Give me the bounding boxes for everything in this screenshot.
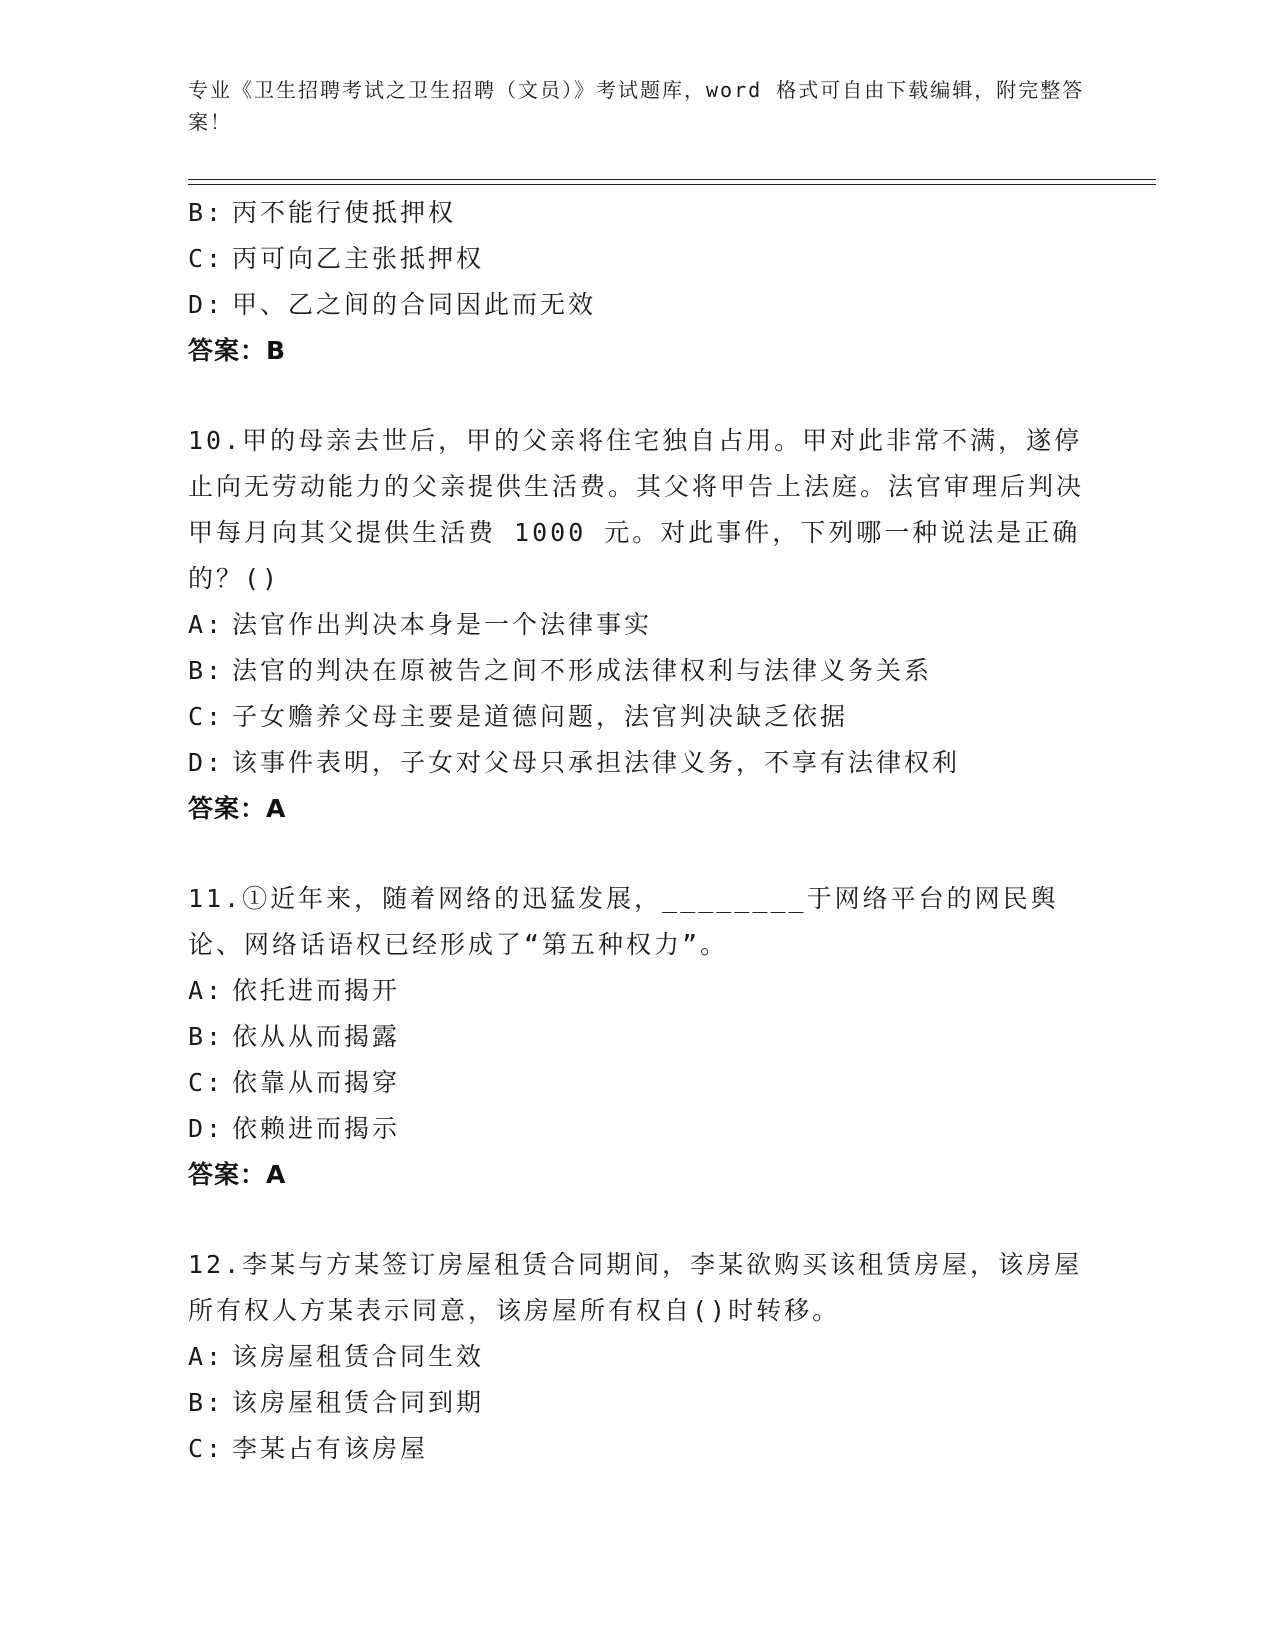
option-text: 依靠从而揭穿 xyxy=(232,1068,401,1097)
header-rule-bottom xyxy=(188,184,1156,185)
answer-line: 答案：A xyxy=(188,1160,287,1189)
option-key: C: xyxy=(188,702,225,731)
question-stem: 11.①近年来，随着网络的迅猛发展，________于网络平台的网民舆论、网络话语权已经形成了“第五种权力”。 xyxy=(188,884,1059,959)
option-text: 甲、乙之间的合同因此而无效 xyxy=(232,290,597,319)
header-rule-top xyxy=(188,179,1156,180)
option-text: 依从从而揭露 xyxy=(232,1022,401,1051)
option-item xyxy=(188,648,1088,694)
option-key: B: xyxy=(188,198,225,227)
option-item xyxy=(188,1106,1088,1152)
option-item xyxy=(188,236,1088,282)
option-text: 该房屋租赁合同到期 xyxy=(232,1388,485,1417)
option-item xyxy=(188,1060,1088,1106)
option-item xyxy=(188,1014,1088,1060)
spacer xyxy=(188,1198,1088,1242)
question-block xyxy=(188,418,1088,832)
option-key: C: xyxy=(188,244,225,273)
question-stem: 12.李某与方某签订房屋租赁合同期间，李某欲购买该租赁房屋，该房屋所有权人方某表示同意，该房屋所有权自()时转移。 xyxy=(188,1250,1083,1325)
option-key: B: xyxy=(188,1388,225,1417)
option-text: 法官作出判决本身是一个法律事实 xyxy=(232,610,653,639)
question-block xyxy=(188,1242,1088,1472)
continued-question xyxy=(188,190,1088,374)
option-item xyxy=(188,694,1088,740)
page-header: 专业《卫生招聘考试之卫生招聘（文员）》考试题库，word 格式可自由下载编辑，附完整答案！ xyxy=(188,78,1085,134)
spacer xyxy=(188,832,1088,876)
spacer xyxy=(188,374,1088,418)
option-item xyxy=(188,602,1088,648)
option-key: D: xyxy=(188,290,225,319)
option-item xyxy=(188,1380,1088,1426)
option-key: A: xyxy=(188,976,225,1005)
option-text: 子女赡养父母主要是道德问题，法官判决缺乏依据 xyxy=(232,702,849,731)
option-item xyxy=(188,282,1088,328)
option-text: 依赖进而揭示 xyxy=(232,1114,401,1143)
option-item xyxy=(188,740,1088,786)
option-key: D: xyxy=(188,1114,225,1143)
option-text: 丙不能行使抵押权 xyxy=(232,198,457,227)
question-block xyxy=(188,876,1088,1198)
option-text: 法官的判决在原被告之间不形成法律权利与法律义务关系 xyxy=(232,656,933,685)
question-stem: 10.甲的母亲去世后，甲的父亲将住宅独自占用。甲对此非常不满，遂停止向无劳动能力的父亲提供生活费。其父将甲告上法庭。法官审理后判决甲每月向其父提供生活费 1000 元。对此事件，下列哪一种说法是正确的？() xyxy=(188,426,1085,593)
option-key: B: xyxy=(188,656,225,685)
option-text: 依托进而揭开 xyxy=(232,976,401,1005)
option-key: A: xyxy=(188,1342,225,1371)
option-item xyxy=(188,968,1088,1014)
option-item xyxy=(188,1334,1088,1380)
option-key: A: xyxy=(188,610,225,639)
answer-line: 答案：A xyxy=(188,794,287,823)
option-key: C: xyxy=(188,1068,225,1097)
option-key: B: xyxy=(188,1022,225,1051)
option-key: D: xyxy=(188,748,225,777)
option-text: 该房屋租赁合同生效 xyxy=(232,1342,485,1371)
option-key: C: xyxy=(188,1434,225,1463)
option-item xyxy=(188,190,1088,236)
option-text: 李某占有该房屋 xyxy=(232,1434,429,1463)
option-text: 丙可向乙主张抵押权 xyxy=(232,244,485,273)
option-text: 该事件表明，子女对父母只承担法律义务，不享有法律权利 xyxy=(232,748,961,777)
answer-line: 答案：B xyxy=(188,336,287,365)
option-item xyxy=(188,1426,1088,1472)
content-body xyxy=(188,190,1088,1472)
